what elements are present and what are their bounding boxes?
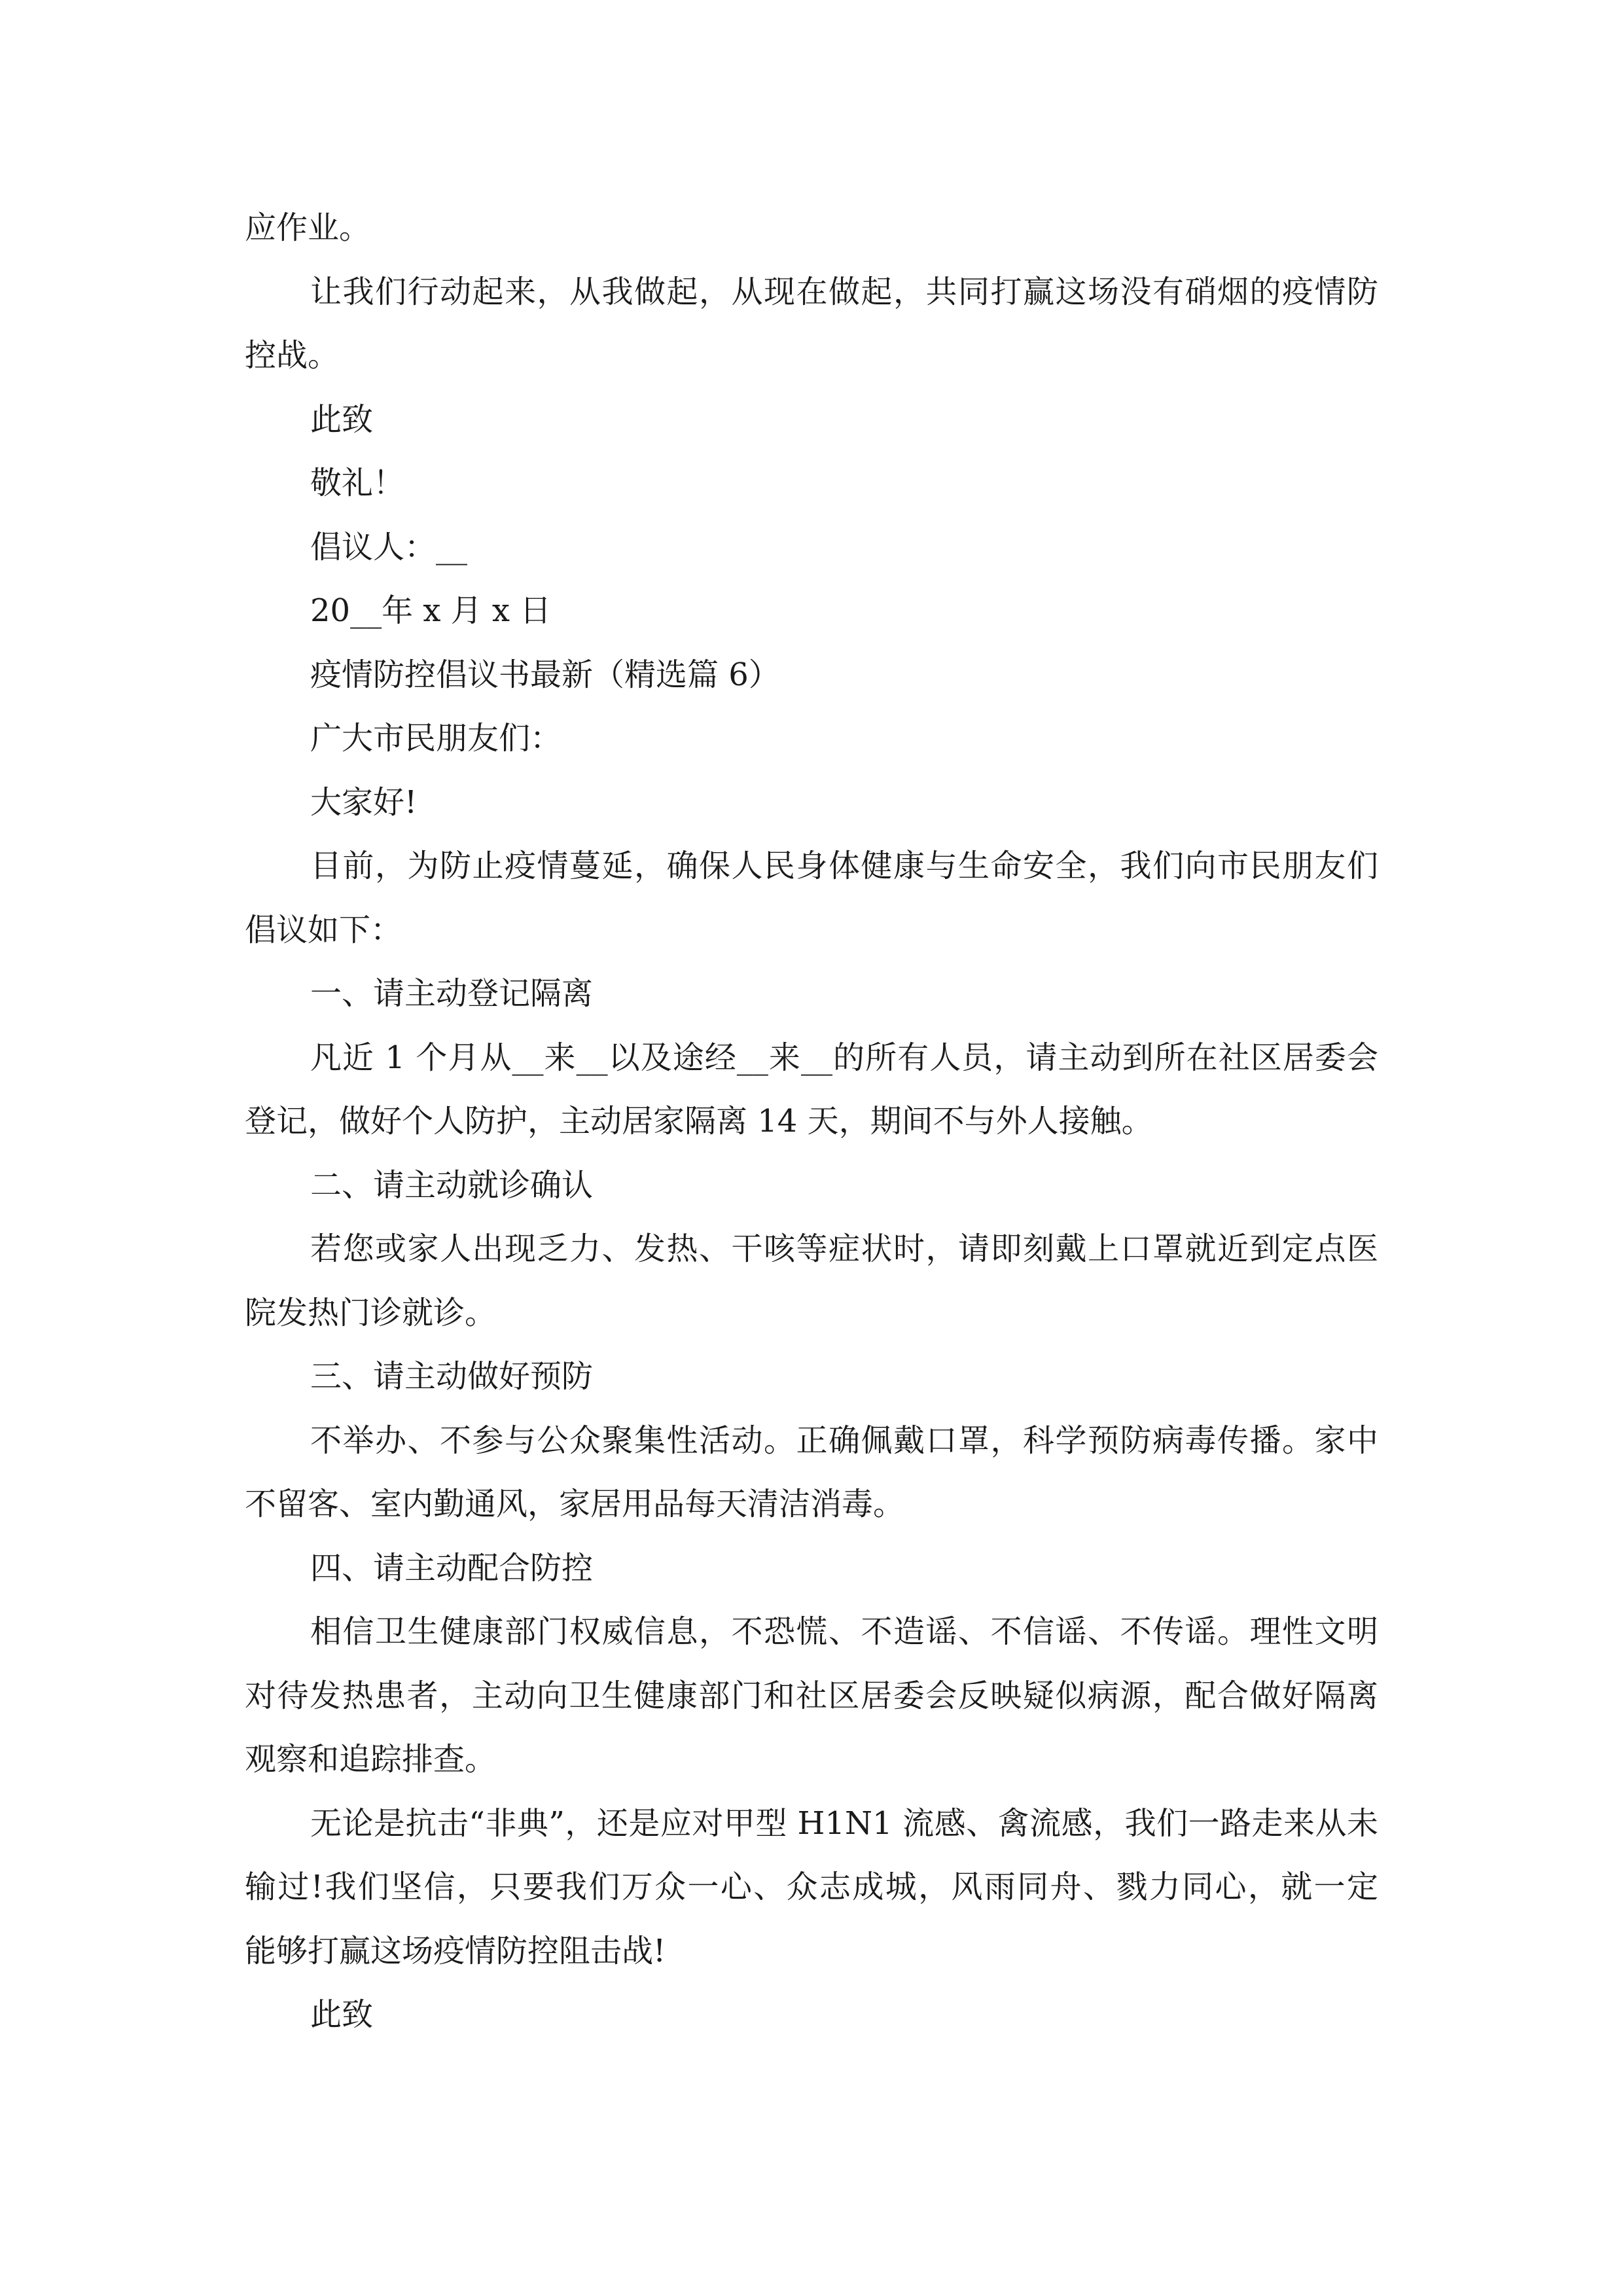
- text-line: 20__年 x 月 x 日: [310, 592, 552, 629]
- text-line: 此致: [310, 401, 374, 438]
- text-line: 三、请主动做好预防: [310, 1358, 594, 1395]
- text-line: 输过!我们坚信，只要我们万众一心、众志成城，风雨同舟、戮力同心，就一定: [245, 1869, 1378, 1905]
- text-line: 此致: [310, 1996, 374, 2033]
- text-line: 疫情防控倡议书最新（精选篇 6）: [310, 656, 780, 693]
- text-line: 无论是抗击“非典”，还是应对甲型 H1N1 流感、禽流感，我们一路走来从未: [310, 1804, 1378, 1842]
- text-line: 一、请主动登记隔离: [310, 975, 594, 1012]
- text-line: 控战。: [245, 337, 340, 374]
- text-line: 登记，做好个人防护，主动居家隔离 14 天，期间不与外人接触。: [245, 1103, 1153, 1139]
- text-line: 让我们行动起来，从我做起，从现在做起，共同打赢这场没有硝烟的疫情防: [310, 273, 1378, 310]
- text-line: 广大市民朋友们：: [310, 720, 562, 757]
- text-line: 倡议人：__: [310, 528, 468, 565]
- text-line: 观察和追踪排查。: [245, 1741, 497, 1778]
- text-line: 院发热门诊就诊。: [245, 1294, 497, 1331]
- text-line: 大家好!: [310, 783, 418, 821]
- text-line: 不举办、不参与公众聚集性活动。正确佩戴口罩，科学预防病毒传播。家中: [310, 1422, 1378, 1459]
- text-line: 敬礼！: [310, 465, 405, 501]
- text-line: 应作业。: [245, 209, 371, 246]
- text-line: 不留客、室内勤通风，家居用品每天清洁消毒。: [245, 1486, 905, 1522]
- text-line: 倡议如下：: [245, 911, 402, 948]
- text-line: 能够打赢这场疫情防控阻击战!: [245, 1932, 666, 1969]
- text-line: 对待发热患者，主动向卫生健康部门和社区居委会反映疑似病源，配合做好隔离: [245, 1677, 1378, 1714]
- text-line: 目前，为防止疫情蔓延，确保人民身体健康与生命安全，我们向市民朋友们: [310, 848, 1378, 884]
- text-line: 若您或家人出现乏力、发热、干咳等症状时，请即刻戴上口罩就近到定点医: [310, 1230, 1378, 1267]
- text-line: 二、请主动就诊确认: [310, 1166, 594, 1204]
- document-body: [245, 196, 1378, 2047]
- text-line: 相信卫生健康部门权威信息，不恐慌、不造谣、不信谣、不传谣。理性文明: [310, 1613, 1378, 1650]
- text-line: 凡近 1 个月从__来__以及途经__来__的所有人员，请主动到所在社区居委会: [310, 1039, 1378, 1076]
- text-line: 四、请主动配合防控: [310, 1549, 594, 1587]
